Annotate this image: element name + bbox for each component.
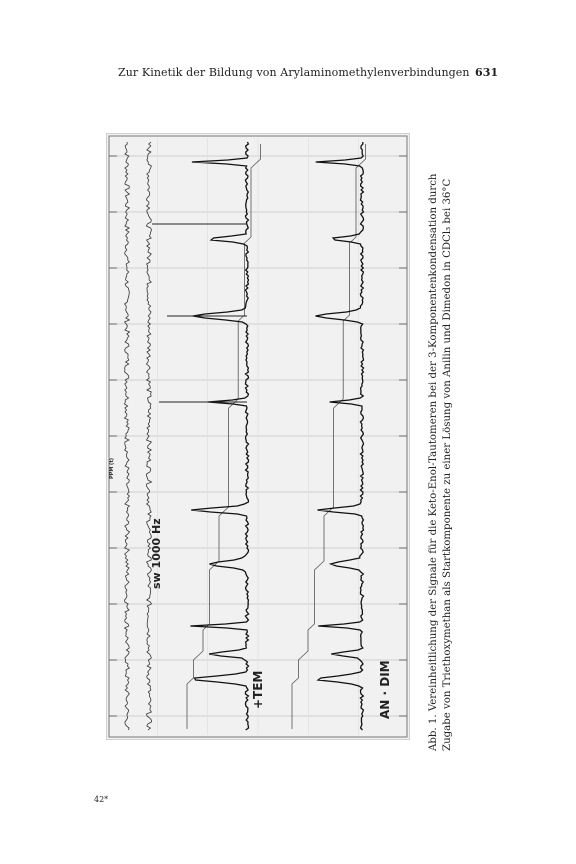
ppm-axis-label: PPM (t): [109, 457, 115, 479]
sweep-width-label: sw 1000 Hz: [150, 518, 163, 589]
running-head-title: Zur Kinetik der Bildung von Arylaminomethylenverbindungen: [118, 66, 470, 79]
trace-label-tem: +TEM: [251, 670, 265, 709]
spectrum-labels: [109, 458, 392, 719]
trace-label-an-dim: AN · DIM: [378, 660, 392, 719]
nmr-spectrum-plot: [107, 134, 409, 739]
integral-curve: [187, 144, 261, 729]
integral-curve: [292, 144, 366, 729]
nmr-spectrum-figure: [106, 133, 410, 740]
figure-caption: [427, 148, 457, 751]
caption-line-2: Zugabe von Triethoxymethan als Startkomponente zu einer Lösung von Anilin und Dimedon in CDCl₃ bei 36°C: [442, 178, 453, 751]
signature-mark: 42*: [94, 795, 109, 804]
caption-line-1: Abb. 1. Vereinheitlichung der Signale für die Keto-Enol-Tautomeren bei der 3-Komponentenkondensation durch: [428, 173, 439, 751]
page-number: 631: [475, 66, 499, 79]
